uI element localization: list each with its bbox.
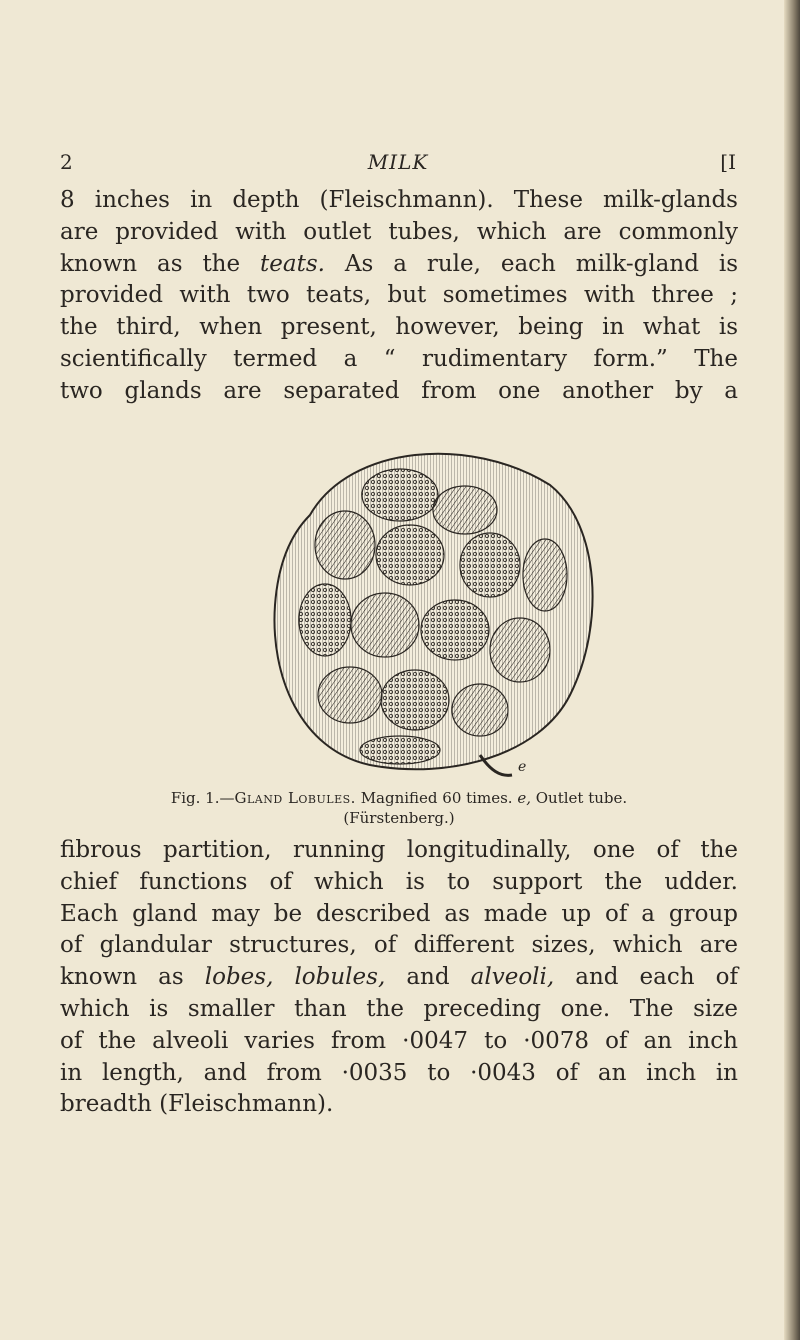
paragraph-2 (60, 835, 738, 1121)
paragraph-1 (60, 185, 738, 408)
text-line: breadth (Fleischmann). (60, 1091, 334, 1118)
text-line: Each gland may be described as made up of a group (60, 900, 738, 927)
term-teats: teats. (260, 250, 325, 277)
gland-lobules-illustration (250, 425, 610, 785)
text-line: fibrous partition, running longitudinally, one of the (60, 837, 738, 863)
page-edge-shadow (784, 0, 800, 1340)
chapter-mark: [I (720, 150, 736, 174)
page-number: 2 (60, 150, 73, 174)
running-title: MILK (367, 150, 429, 174)
text-line: provided with two teats, but sometimes with three ; (60, 282, 738, 309)
text-line: known as lobes, lobules, and alveoli, and each of (60, 964, 738, 991)
text-line: the third, when present, however, being in what is (60, 314, 738, 341)
term-alveoli: alveoli, (470, 964, 555, 991)
term-lobes-lobules: lobes, lobules, (204, 964, 386, 991)
figure-caption (60, 788, 738, 828)
caption-line-1: Fig. 1.—Gland Lobules. Magnified 60 times. e, Outlet tube. (170, 789, 628, 807)
text-line: chief functions of which is to support the udder. (60, 868, 738, 895)
text-line: scientifically termed a “ rudimentary form.” The (60, 345, 738, 372)
text-line: of the alveoli varies from ·0047 to ·0078 of an inch (60, 1027, 738, 1054)
running-head (60, 150, 736, 180)
text-line: 8 inches in depth (Fleischmann). These milk-glands (60, 187, 738, 213)
text-line: which is smaller than the preceding one. The size (60, 995, 738, 1022)
text-line: known as the teats. As a rule, each milk-gland is (60, 250, 738, 277)
caption-credit: (Fürstenberg.) (343, 809, 455, 827)
text-line: are provided with outlet tubes, which are commonly (60, 218, 738, 245)
text-line: in length, and from ·0035 to ·0043 of an inch in (60, 1059, 738, 1086)
figure-label-e: e (518, 759, 527, 775)
text-line: of glandular structures, of different sizes, which are (60, 932, 738, 959)
text-line: two glands are separated from one another by a (60, 377, 738, 404)
